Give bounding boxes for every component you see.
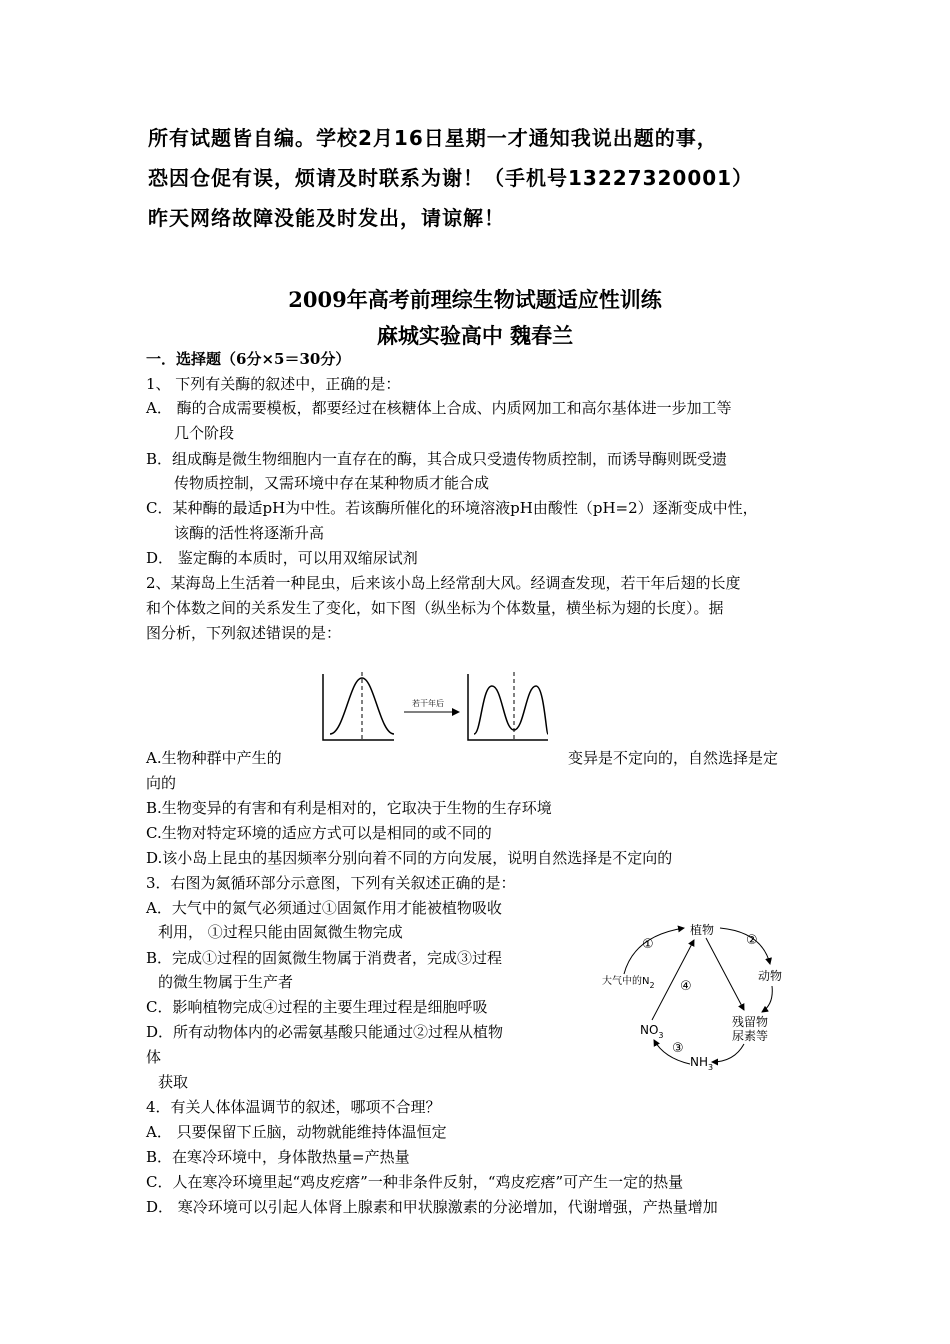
author: 麻城实验高中 魏春兰 [376,323,574,348]
q3-option-c: C．影响植物完成④过程的主要生理过程是细胞呼吸 [146,998,488,1016]
node-animal: 动物 [757,969,783,983]
q3-option-b: B．完成①过程的固氮微生物属于消费者，完成③过程 [146,949,503,967]
q1-option-a-cont: 几个阶段 [174,424,235,442]
arrow-plant-to-residue [706,938,744,1010]
q2-stem-cont: 和个体数之间的关系发生了变化，如下图（纵坐标为个体数量，横坐标为翅的长度）。据 [146,599,724,617]
q1-option-b: B．组成酶是微生物细胞内一直存在的酶，其合成只受遗传物质控制，而诱导酶则既受遗 [146,450,728,468]
q1-option-a: A． 酶的合成需要模板，都要经过在核糖体上合成、内质网加工和高尔基体进一步加工等 [146,399,732,417]
node-plant: 植物 [689,923,715,937]
q3-option-d: D．所有动物体内的必需氨基酸只能通过②过程从植物 [146,1023,504,1041]
q2-option-d: D.该小岛上昆虫的基因频率分别向着不同的方向发展，说明自然选择是不定向的 [146,849,673,867]
q4-option-a: A． 只要保留下丘脑，动物就能维持体温恒定 [146,1123,447,1141]
node-nh3: $NH_3$ [690,1055,714,1072]
q1-option-d: D． 鉴定酶的本质时，可以用双缩尿试剂 [146,549,418,567]
marker-3: ③ [672,1041,684,1056]
axes-before [323,674,394,740]
notice-line: 恐因仓促有误，烦请及时联系为谢！（手机号13227320001） [148,166,754,190]
q2-option-a-left: A.生物种群中产生的 [146,749,282,767]
curve-after [474,686,548,734]
figure-arrow-label: 若干年后 [412,699,444,708]
q4-option-b: B．在寒冷环境中，身体散热量=产热量 [146,1148,410,1166]
q2-option-b: B.生物变异的有害和有利是相对的，它取决于生物的生存环境 [146,799,552,817]
q4-option-d: D． 寒冷环境可以引起人体肾上腺素和甲状腺激素的分泌增加，代谢增强，产热量增加 [146,1198,718,1216]
node-residue: 残留物 [731,1015,769,1029]
q4-stem: 4．有关人体体温调节的叙述，哪项不合理？ [146,1098,441,1116]
q3-option-d-cont: 体 [146,1048,162,1066]
q3-option-d-cont: 获取 [158,1073,189,1091]
node-no3: $NO_3$ [640,1023,664,1040]
q3-option-a: A．大气中的氮气必须通过①固氮作用才能被植物吸收 [146,899,502,917]
q1-stem: 1、 下列有关酶的叙述中，正确的是： [146,375,401,393]
nitrogen-cycle-diagram [594,916,794,1076]
arrow-head [452,708,460,716]
marker-2: ② [746,933,758,948]
notice-line: 所有试题皆自编。学校2月16日星期一才通知我说出题的事， [148,126,718,150]
q1-option-c: C．某种酶的最适pH为中性。若该酶所催化的环境溶液pH由酸性（pH=2）逐渐变成中性， [146,499,758,517]
notice [148,118,848,238]
page-title: 2009年高考前理综生物试题适应性训练 [288,287,662,312]
marker-1: ① [642,937,654,952]
arrow-animal-to-residue [762,986,772,1012]
node-urea: 尿素等 [731,1029,769,1043]
arrow-n2-to-plant [624,928,684,974]
q2-option-c: C.生物对特定环境的适应方式可以是相同的或不同的 [146,824,492,842]
q2-stem-cont: 图分析，下列叙述错误的是： [146,624,342,642]
q3-option-a-cont: 利用， ①过程只能由固氮微生物完成 [158,923,403,941]
wing-length-distribution-figure [318,668,554,746]
arrow-plant-to-animal [720,928,770,964]
q2-option-a-cont: 向的 [146,774,177,792]
node-n2: 大气中的$N_2$ [602,976,655,990]
q3-option-b-cont: 的微生物属于生产者 [158,973,294,991]
notice-line: 昨天网络故障没能及时发出，请谅解！ [148,206,505,230]
q2-stem: 2、某海岛上生活着一种昆虫，后来该小岛上经常刮大风。经调查发现，若干年后翅的长度 [146,574,741,592]
q4-option-c: C．人在寒冷环境里起“鸡皮疙瘩”一种非条件反射，“鸡皮疙瘩”可产生一定的热量 [146,1173,684,1191]
q2-option-a-right: 变异是不定向的，自然选择是定 [568,749,779,767]
axes-after [468,674,548,740]
section-heading: 一．选择题（6分×5＝30分） [146,350,351,368]
arrow-residue-to-nh3 [712,1044,744,1062]
marker-4: ④ [680,979,692,994]
q3-stem: 3．右图为氮循环部分示意图，下列有关叙述正确的是： [146,874,516,892]
q1-option-c-cont: 该酶的活性将逐渐升高 [174,524,325,542]
q1-option-b-cont: 传物质控制，又需环境中存在某种物质才能合成 [174,474,490,492]
